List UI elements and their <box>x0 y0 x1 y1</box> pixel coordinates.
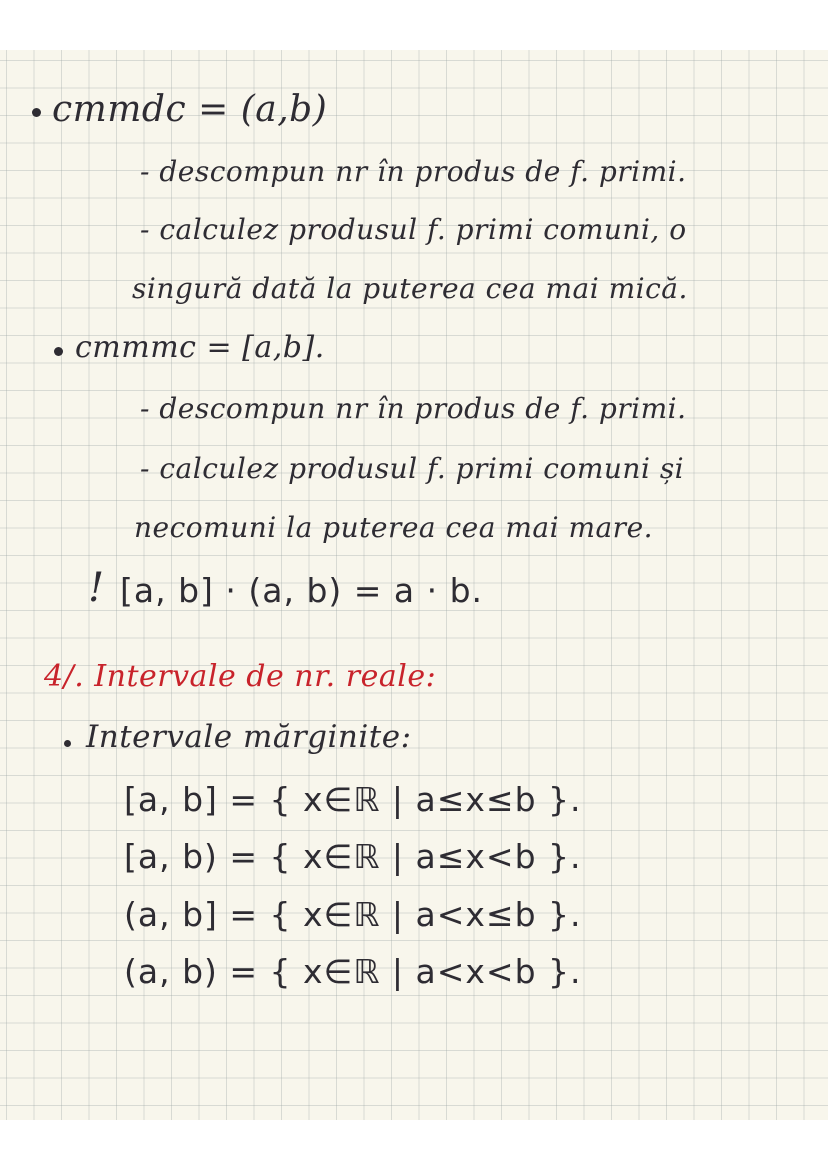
lcm-step-1: - descompun nr în produs de f. primi. <box>140 392 687 425</box>
bullet-gcd <box>32 108 41 117</box>
gcd-step-1: - descompun nr în produs de f. primi. <box>140 155 687 188</box>
lcm-step-2-continued: necomuni la puterea cea mai mare. <box>134 511 654 544</box>
bounded-intervals-label: Intervale mărginite: <box>86 719 412 755</box>
bullet-bounded-intervals <box>64 740 71 747</box>
section-heading: 4/. Intervale de nr. reale: <box>44 659 437 694</box>
interval-half-open-left: (a, b] = { x∈ℝ | a<x≤b }. <box>124 895 582 934</box>
bullet-lcm <box>54 347 63 356</box>
interval-closed: [a, b] = { x∈ℝ | a≤x≤b }. <box>124 780 582 819</box>
interval-open: (a, b) = { x∈ℝ | a<x<b }. <box>124 952 582 991</box>
interval-half-open-right: [a, b) = { x∈ℝ | a≤x<b }. <box>124 837 582 876</box>
gcd-lcm-identity: [a, b] · (a, b) = a · b. <box>120 571 484 610</box>
lcm-step-2: - calculez produsul f. primi comuni și <box>140 452 685 485</box>
gcd-step-2-continued: singură dată la puterea cea mai mică. <box>132 272 688 305</box>
gcd-title: cmmdc = (a,b) <box>52 89 328 130</box>
gcd-step-2: - calculez produsul f. primi comuni, o <box>140 213 687 246</box>
exclamation-mark: ! <box>88 565 105 611</box>
lcm-title: cmmmc = [a,b]. <box>75 330 325 365</box>
